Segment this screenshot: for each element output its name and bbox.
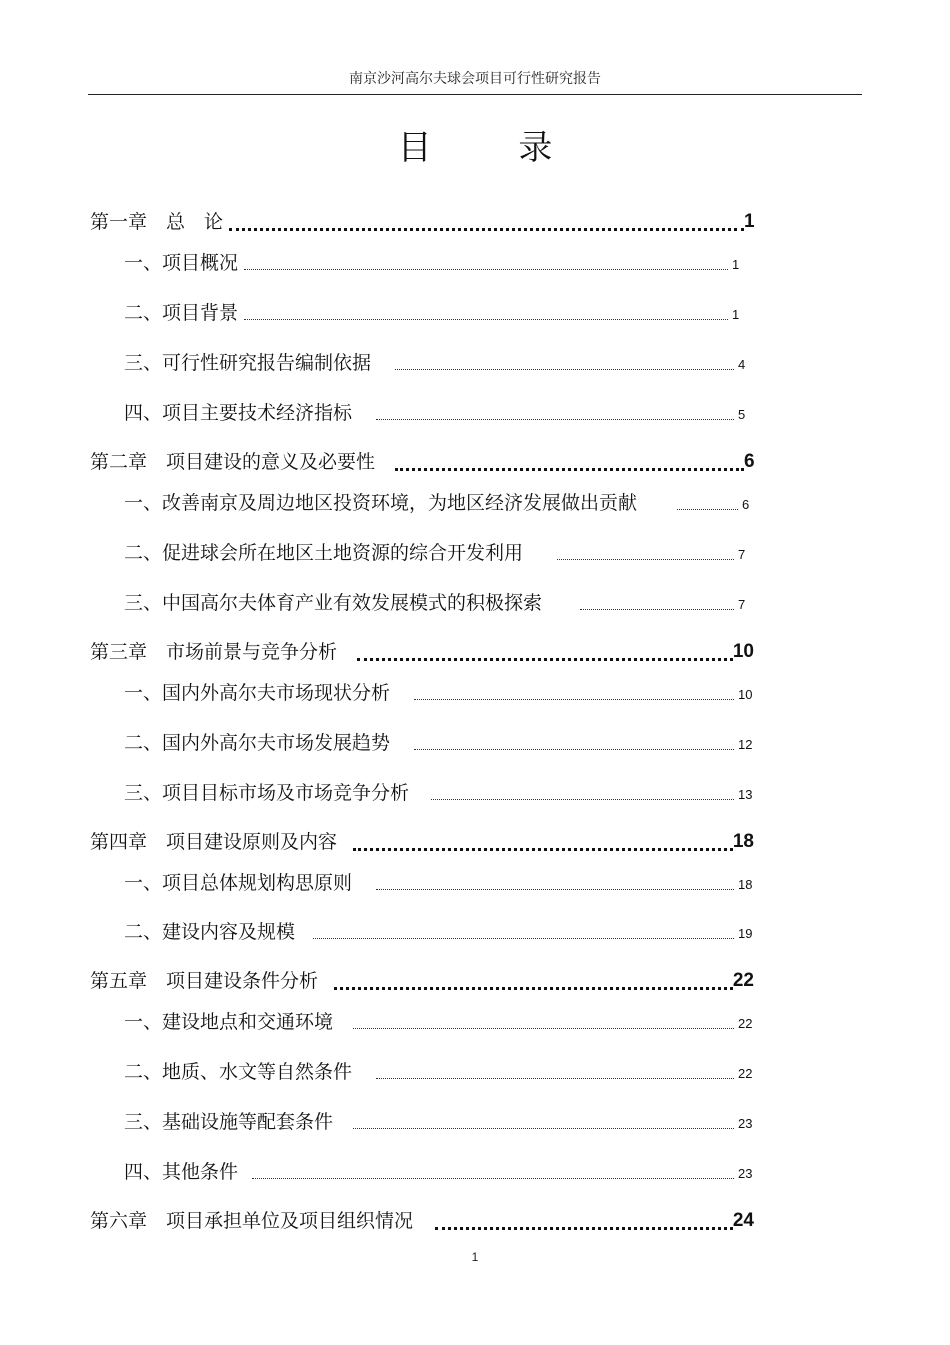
toc-entry-label: 三、中国高尔夫体育产业有效发展模式的积极探索 (124, 592, 543, 614)
toc-entry-section-4-2[interactable] (124, 914, 754, 944)
toc-entry-label: 第五章 项目建设条件分析 (90, 970, 319, 992)
toc-entry-section-5-1[interactable] (124, 1004, 754, 1034)
dot-leader (431, 781, 734, 805)
dot-leader (677, 491, 738, 515)
toc-entry-page: 13 (738, 787, 753, 802)
toc-entry-section-5-4[interactable] (124, 1154, 754, 1184)
toc-entry-label: 第三章 市场前景与竞争分析 (90, 641, 338, 663)
toc-entry-section-5-3[interactable] (124, 1104, 754, 1134)
dot-leader (244, 251, 728, 275)
toc-entry-chapter-1[interactable] (90, 204, 760, 234)
toc-entry-label: 一、国内外高尔夫市场现状分析 (124, 682, 391, 704)
toc-entry-section-2-3[interactable] (124, 585, 754, 615)
toc-entry-page: 7 (738, 547, 746, 562)
toc-entry-section-1-3[interactable] (124, 345, 754, 375)
toc-entry-label: 第六章 项目承担单位及项目组织情况 (90, 1210, 414, 1232)
toc-entry-label: 一、项目总体规划构思原则 (124, 872, 353, 894)
toc-entry-section-4-1[interactable] (124, 865, 754, 895)
toc-entry-label: 四、项目主要技术经济指标 (124, 402, 353, 424)
toc-entry-page: 18 (738, 877, 753, 892)
toc-entry-label: 三、项目目标市场及市场竞争分析 (124, 782, 410, 804)
dot-leader (376, 1060, 734, 1084)
toc-entry-chapter-2[interactable] (90, 444, 760, 474)
toc-entry-page: 22 (732, 970, 754, 991)
toc-entry-page: 18 (732, 831, 754, 852)
toc-entry-label: 二、建设内容及规模 (124, 921, 296, 943)
toc-entry-section-2-1[interactable] (124, 485, 758, 515)
toc-entry-label: 二、国内外高尔夫市场发展趋势 (124, 732, 391, 754)
toc-entry-section-3-1[interactable] (124, 675, 754, 705)
dot-leader (334, 969, 733, 993)
dot-leader (252, 1160, 734, 1184)
dot-leader (435, 1209, 733, 1233)
toc-entry-page: 4 (738, 357, 746, 372)
toc-entry-page: 24 (732, 1210, 754, 1231)
toc-entry-page: 6 (742, 497, 750, 512)
toc-entry-section-1-2[interactable] (124, 295, 748, 325)
toc-entry-page: 1 (732, 307, 740, 322)
toc-entry-section-5-2[interactable] (124, 1054, 754, 1084)
toc-entry-section-3-2[interactable] (124, 725, 754, 755)
page-footer (0, 1250, 950, 1264)
dot-leader (353, 1010, 734, 1034)
toc-entry-page: 19 (738, 926, 753, 941)
toc-entry-page: 5 (738, 407, 746, 422)
toc-entry-section-1-4[interactable] (124, 395, 754, 425)
toc-entry-chapter-6[interactable] (90, 1203, 754, 1233)
toc-entry-page: 22 (738, 1066, 753, 1081)
dot-leader (353, 1110, 734, 1134)
toc-entry-page: 23 (738, 1166, 753, 1181)
toc-entry-page: 10 (738, 687, 753, 702)
toc-entry-chapter-3[interactable] (90, 634, 754, 664)
toc-entry-chapter-4[interactable] (90, 824, 754, 854)
toc-entry-chapter-5[interactable] (90, 963, 754, 993)
toc-entry-label: 三、可行性研究报告编制依据 (124, 352, 372, 374)
toc-entry-page: 10 (732, 641, 754, 662)
toc-entry-section-3-3[interactable] (124, 775, 754, 805)
page-title: 目 录 (397, 128, 591, 168)
toc-entry-page: 7 (738, 597, 746, 612)
toc-entry-label: 三、基础设施等配套条件 (124, 1111, 334, 1133)
toc-entry-label: 第四章 项目建设原则及内容 (90, 831, 338, 853)
dot-leader (414, 731, 734, 755)
toc-entry-section-2-2[interactable] (124, 535, 754, 565)
toc-entry-label: 二、促进球会所在地区土地资源的综合开发利用 (124, 542, 524, 564)
dot-leader (376, 871, 734, 895)
dot-leader (395, 351, 734, 375)
toc-entry-label: 第二章 项目建设的意义及必要性 (90, 451, 376, 473)
dot-leader (376, 401, 734, 425)
dot-leader (313, 920, 734, 944)
running-title: 南京沙河高尔夫球会项目可行性研究报告 (349, 71, 601, 87)
toc-entry-label: 四、其他条件 (124, 1161, 239, 1183)
dot-leader (229, 210, 744, 234)
page-number: 1 (471, 1250, 479, 1264)
dot-leader (357, 640, 733, 664)
toc-entry-label: 二、地质、水文等自然条件 (124, 1061, 353, 1083)
toc-entry-section-1-1[interactable] (124, 245, 748, 275)
toc-entry-page: 12 (738, 737, 753, 752)
dot-leader (353, 830, 733, 854)
toc-entry-page: 6 (744, 451, 755, 472)
dot-leader (414, 681, 734, 705)
toc-entry-page: 1 (732, 257, 740, 272)
toc-entry-label: 一、改善南京及周边地区投资环境，为地区经济发展做出贡献 (124, 492, 638, 514)
dot-leader (557, 541, 734, 565)
toc-entry-label: 一、建设地点和交通环境 (124, 1011, 334, 1033)
toc-entry-label: 第一章 总 论 (90, 211, 224, 233)
toc-entry-label: 一、项目概况 (124, 252, 239, 274)
toc-entry-page: 1 (744, 211, 755, 232)
dot-leader (244, 301, 728, 325)
toc-entry-page: 22 (738, 1016, 753, 1031)
toc-entry-label: 二、项目背景 (124, 302, 239, 324)
dot-leader (580, 591, 734, 615)
dot-leader (395, 450, 744, 474)
toc-entry-page: 23 (738, 1116, 753, 1131)
